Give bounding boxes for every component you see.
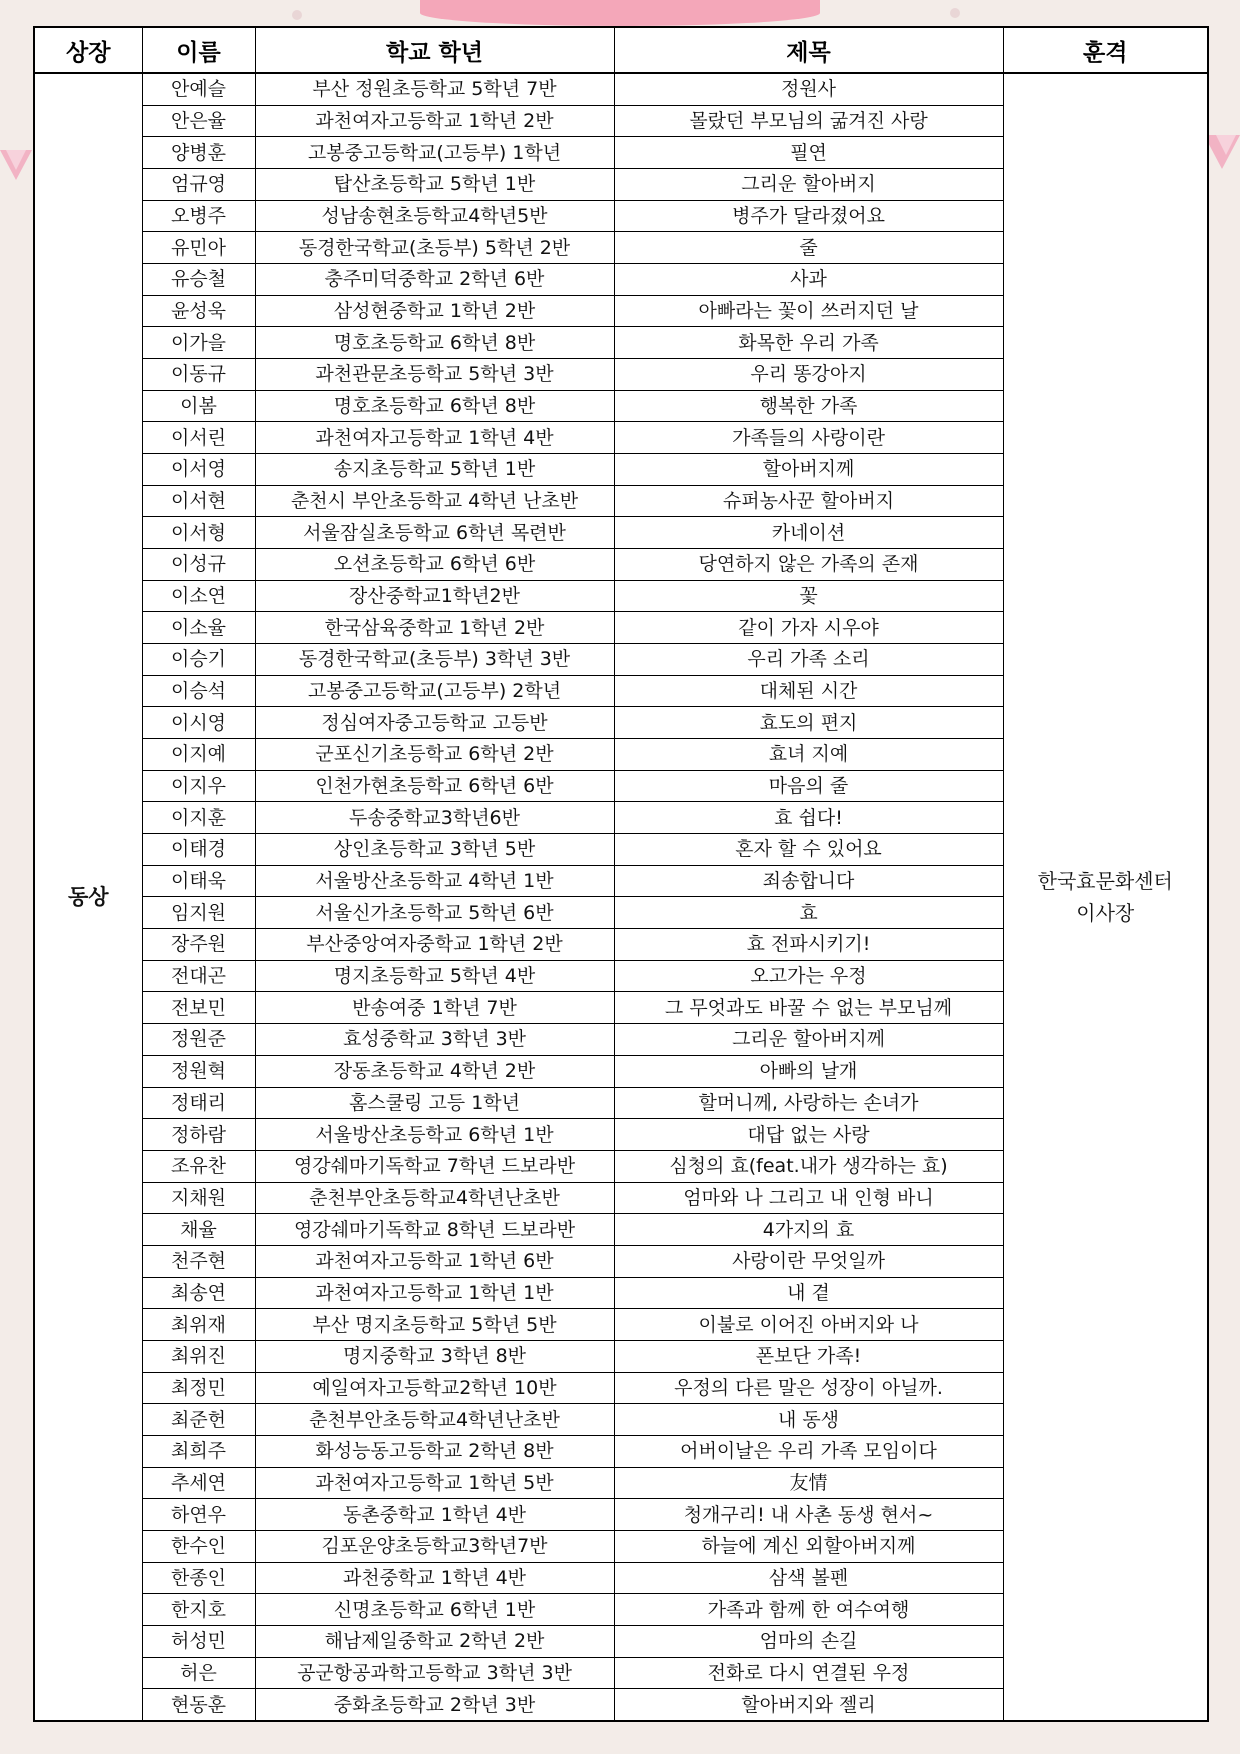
name-cell: 최위진	[142, 1340, 255, 1372]
decorative-dot	[292, 10, 302, 20]
name-cell: 정원준	[142, 1024, 255, 1056]
school-cell: 오션초등학교 6학년 6반	[255, 549, 614, 581]
name-cell: 오병주	[142, 200, 255, 232]
name-cell: 엄규영	[142, 169, 255, 201]
name-cell: 이시영	[142, 707, 255, 739]
name-cell: 유승철	[142, 264, 255, 296]
school-cell: 춘천부안초등학교4학년난초반	[255, 1404, 614, 1436]
title-cell: 가족들의 사랑이란	[614, 422, 1003, 454]
school-cell: 상인초등학교 3학년 5반	[255, 834, 614, 866]
motto-cell	[1003, 73, 1208, 1721]
school-cell: 동촌중학교 1학년 4반	[255, 1499, 614, 1531]
name-cell: 이성규	[142, 549, 255, 581]
school-cell: 군포신기초등학교 6학년 2반	[255, 739, 614, 771]
name-cell: 한지호	[142, 1594, 255, 1626]
award-list-sheet	[33, 26, 1207, 1722]
title-cell: 대체된 시간	[614, 675, 1003, 707]
title-cell: 몰랐던 부모님의 굶겨진 사랑	[614, 105, 1003, 137]
name-cell: 이지예	[142, 739, 255, 771]
table-body	[34, 73, 1208, 1721]
name-cell: 전보민	[142, 992, 255, 1024]
table-header-row	[34, 27, 1208, 73]
title-cell: 사과	[614, 264, 1003, 296]
school-cell: 중화초등학교 2학년 3반	[255, 1689, 614, 1721]
title-cell: 하늘에 계신 외할아버지께	[614, 1530, 1003, 1562]
bunting-flag-icon	[6, 150, 26, 170]
school-cell: 고봉중고등학교(고등부) 1학년	[255, 137, 614, 169]
name-cell: 이승석	[142, 675, 255, 707]
school-cell: 과천여자고등학교 1학년 5반	[255, 1467, 614, 1499]
name-cell: 채율	[142, 1214, 255, 1246]
name-cell: 이소율	[142, 612, 255, 644]
school-cell: 부산 명지초등학교 5학년 5반	[255, 1309, 614, 1341]
title-cell: 이불로 이어진 아버지와 나	[614, 1309, 1003, 1341]
school-cell: 부산 정원초등학교 5학년 7반	[255, 73, 614, 105]
school-cell: 충주미덕중학교 2학년 6반	[255, 264, 614, 296]
name-cell: 이서린	[142, 422, 255, 454]
header-school: 학교 학년	[255, 27, 614, 73]
school-cell: 과천여자고등학교 1학년 2반	[255, 105, 614, 137]
name-cell: 이서영	[142, 454, 255, 486]
bunting-flag-icon	[1216, 135, 1236, 155]
school-cell: 장산중학교1학년2반	[255, 580, 614, 612]
name-cell: 정원혁	[142, 1055, 255, 1087]
header-award: 상장	[34, 27, 142, 73]
name-cell: 이승기	[142, 644, 255, 676]
title-cell: 필연	[614, 137, 1003, 169]
name-cell: 하연우	[142, 1499, 255, 1531]
name-cell: 최송연	[142, 1277, 255, 1309]
name-cell: 이태욱	[142, 865, 255, 897]
name-cell: 이봄	[142, 390, 255, 422]
name-cell: 최희주	[142, 1435, 255, 1467]
school-cell: 효성중학교 3학년 3반	[255, 1024, 614, 1056]
title-cell: 전화로 다시 연결된 우정	[614, 1657, 1003, 1689]
award-table	[33, 26, 1209, 1722]
name-cell: 최준헌	[142, 1404, 255, 1436]
title-cell: 4가지의 효	[614, 1214, 1003, 1246]
name-cell: 허성민	[142, 1625, 255, 1657]
name-cell: 허은	[142, 1657, 255, 1689]
title-cell: 심청의 효(feat.내가 생각하는 효)	[614, 1150, 1003, 1182]
title-cell: 아빠의 날개	[614, 1055, 1003, 1087]
name-cell: 유민아	[142, 232, 255, 264]
name-cell: 양병훈	[142, 137, 255, 169]
school-cell: 영강쉐마기독학교 7학년 드보라반	[255, 1150, 614, 1182]
school-cell: 과천여자고등학교 1학년 4반	[255, 422, 614, 454]
title-cell: 죄송합니다	[614, 865, 1003, 897]
title-cell: 우리 똥강아지	[614, 359, 1003, 391]
award-cell: 동상	[34, 73, 142, 1721]
school-cell: 공군항공과학고등학교 3학년 3반	[255, 1657, 614, 1689]
name-cell: 윤성욱	[142, 295, 255, 327]
title-cell: 엄마와 나 그리고 내 인형 바니	[614, 1182, 1003, 1214]
name-cell: 이가을	[142, 327, 255, 359]
name-cell: 추세연	[142, 1467, 255, 1499]
title-cell: 할머니께, 사랑하는 손녀가	[614, 1087, 1003, 1119]
name-cell: 이서현	[142, 485, 255, 517]
title-cell: 효	[614, 897, 1003, 929]
decorative-banner	[420, 0, 820, 26]
school-cell: 삼성현중학교 1학년 2반	[255, 295, 614, 327]
school-cell: 인천가현초등학교 6학년 6반	[255, 770, 614, 802]
title-cell: 가족과 함께 한 여수여행	[614, 1594, 1003, 1626]
school-cell: 명지중학교 3학년 8반	[255, 1340, 614, 1372]
title-cell: 오고가는 우정	[614, 960, 1003, 992]
header-title: 제목	[614, 27, 1003, 73]
school-cell: 과천여자고등학교 1학년 6반	[255, 1245, 614, 1277]
school-cell: 해남제일중학교 2학년 2반	[255, 1625, 614, 1657]
title-cell: 할아버지께	[614, 454, 1003, 486]
school-cell: 송지초등학교 5학년 1반	[255, 454, 614, 486]
school-cell: 명호초등학교 6학년 8반	[255, 390, 614, 422]
name-cell: 최위재	[142, 1309, 255, 1341]
name-cell: 장주원	[142, 929, 255, 961]
header-motto: 훈격	[1003, 27, 1208, 73]
school-cell: 춘천부안초등학교4학년난초반	[255, 1182, 614, 1214]
school-cell: 화성능동고등학교 2학년 8반	[255, 1435, 614, 1467]
title-cell: 청개구리! 내 사촌 동생 현서~	[614, 1499, 1003, 1531]
title-cell: 그리운 할아버지	[614, 169, 1003, 201]
name-cell: 이태경	[142, 834, 255, 866]
title-cell: 화목한 우리 가족	[614, 327, 1003, 359]
school-cell: 고봉중고등학교(고등부) 2학년	[255, 675, 614, 707]
school-cell: 홈스쿨링 고등 1학년	[255, 1087, 614, 1119]
name-cell: 현동훈	[142, 1689, 255, 1721]
school-cell: 과천관문초등학교 5학년 3반	[255, 359, 614, 391]
school-cell: 장동초등학교 4학년 2반	[255, 1055, 614, 1087]
school-cell: 두송중학교3학년6반	[255, 802, 614, 834]
name-cell: 정태리	[142, 1087, 255, 1119]
school-cell: 한국삼육중학교 1학년 2반	[255, 612, 614, 644]
school-cell: 서울신가초등학교 5학년 6반	[255, 897, 614, 929]
name-cell: 천주현	[142, 1245, 255, 1277]
school-cell: 반송여중 1학년 7반	[255, 992, 614, 1024]
title-cell: 정원사	[614, 73, 1003, 105]
title-cell: 효 쉽다!	[614, 802, 1003, 834]
motto-line: 이사장	[1076, 901, 1135, 925]
title-cell: 효도의 편지	[614, 707, 1003, 739]
name-cell: 지채원	[142, 1182, 255, 1214]
name-cell: 이지훈	[142, 802, 255, 834]
title-cell: 그 무엇과도 바꿀 수 없는 부모님께	[614, 992, 1003, 1024]
name-cell: 전대곤	[142, 960, 255, 992]
school-cell: 서울잠실초등학교 6학년 목련반	[255, 517, 614, 549]
name-cell: 조유찬	[142, 1150, 255, 1182]
school-cell: 김포운양초등학교3학년7반	[255, 1530, 614, 1562]
school-cell: 서울방산초등학교 6학년 1반	[255, 1119, 614, 1151]
title-cell: 아빠라는 꽃이 쓰러지던 날	[614, 295, 1003, 327]
school-cell: 과천여자고등학교 1학년 1반	[255, 1277, 614, 1309]
school-cell: 정심여자중고등학교 고등반	[255, 707, 614, 739]
school-cell: 춘천시 부안초등학교 4학년 난초반	[255, 485, 614, 517]
name-cell: 한종인	[142, 1562, 255, 1594]
decorative-dot	[950, 8, 960, 18]
name-cell: 최정민	[142, 1372, 255, 1404]
name-cell: 임지원	[142, 897, 255, 929]
name-cell: 정하람	[142, 1119, 255, 1151]
school-cell: 명지초등학교 5학년 4반	[255, 960, 614, 992]
school-cell: 과천중학교 1학년 4반	[255, 1562, 614, 1594]
title-cell: 효녀 지예	[614, 739, 1003, 771]
name-cell: 한수인	[142, 1530, 255, 1562]
title-cell: 꽃	[614, 580, 1003, 612]
school-cell: 명호초등학교 6학년 8반	[255, 327, 614, 359]
header-name: 이름	[142, 27, 255, 73]
title-cell: 줄	[614, 232, 1003, 264]
name-cell: 안은율	[142, 105, 255, 137]
title-cell: 友情	[614, 1467, 1003, 1499]
school-cell: 영강쉐마기독학교 8학년 드보라반	[255, 1214, 614, 1246]
title-cell: 우정의 다른 말은 성장이 아닐까.	[614, 1372, 1003, 1404]
school-cell: 동경한국학교(초등부) 5학년 2반	[255, 232, 614, 264]
name-cell: 이서형	[142, 517, 255, 549]
title-cell: 대답 없는 사랑	[614, 1119, 1003, 1151]
title-cell: 내 곁	[614, 1277, 1003, 1309]
school-cell: 부산중앙여자중학교 1학년 2반	[255, 929, 614, 961]
school-cell: 동경한국학교(초등부) 3학년 3반	[255, 644, 614, 676]
school-cell: 서울방산초등학교 4학년 1반	[255, 865, 614, 897]
name-cell: 이동규	[142, 359, 255, 391]
school-cell: 예일여자고등학교2학년 10반	[255, 1372, 614, 1404]
title-cell: 어버이날은 우리 가족 모임이다	[614, 1435, 1003, 1467]
school-cell: 신명초등학교 6학년 1반	[255, 1594, 614, 1626]
title-cell: 사랑이란 무엇일까	[614, 1245, 1003, 1277]
title-cell: 당연하지 않은 가족의 존재	[614, 549, 1003, 581]
motto-line: 한국효문화센터	[1037, 869, 1173, 893]
title-cell: 행복한 가족	[614, 390, 1003, 422]
title-cell: 혼자 할 수 있어요	[614, 834, 1003, 866]
name-cell: 이지우	[142, 770, 255, 802]
table-row	[34, 73, 1208, 105]
title-cell: 카네이션	[614, 517, 1003, 549]
title-cell: 폰보단 가족!	[614, 1340, 1003, 1372]
school-cell: 탑산초등학교 5학년 1반	[255, 169, 614, 201]
name-cell: 이소연	[142, 580, 255, 612]
title-cell: 그리운 할아버지께	[614, 1024, 1003, 1056]
title-cell: 슈퍼농사꾼 할아버지	[614, 485, 1003, 517]
title-cell: 마음의 줄	[614, 770, 1003, 802]
title-cell: 효 전파시키기!	[614, 929, 1003, 961]
title-cell: 내 동생	[614, 1404, 1003, 1436]
title-cell: 엄마의 손길	[614, 1625, 1003, 1657]
school-cell: 성남송현초등학교4학년5반	[255, 200, 614, 232]
name-cell: 안예슬	[142, 73, 255, 105]
title-cell: 병주가 달라졌어요	[614, 200, 1003, 232]
title-cell: 우리 가족 소리	[614, 644, 1003, 676]
title-cell: 할아버지와 젤리	[614, 1689, 1003, 1721]
title-cell: 삼색 볼펜	[614, 1562, 1003, 1594]
title-cell: 같이 가자 시우야	[614, 612, 1003, 644]
